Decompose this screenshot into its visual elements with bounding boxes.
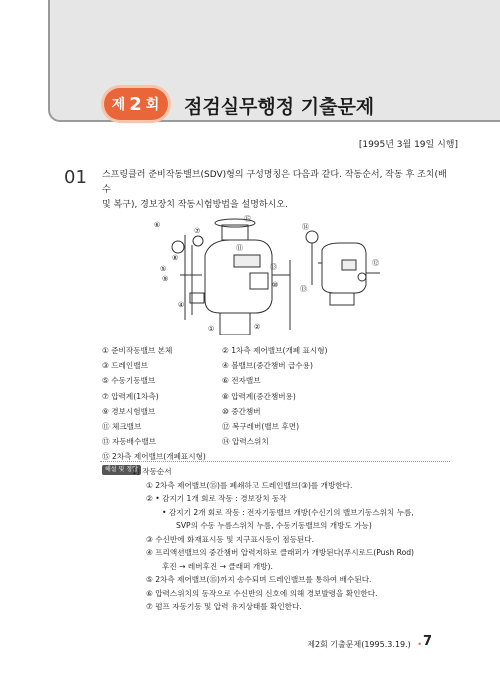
answer-divider	[100, 461, 450, 462]
answer-line: ⑤ 2차측 제어밸브(⑮)까지 송수되며 드레인밸브를 통하여 배수된다.	[146, 575, 372, 584]
fig-label-14: ⑭	[302, 223, 309, 231]
answer-line: 후진 → 레버후진 → 클래퍼 개방).	[162, 561, 273, 571]
question-line-1: 스프링클러 준비작동밸브(SDV)형의 구성명칭은 다음과 같다. 작동순서, 작동 후 조치(배수	[102, 170, 447, 195]
fig-label-13b: ⑬	[300, 285, 307, 293]
inlet-pipe	[220, 313, 250, 335]
gauge-primary	[172, 241, 184, 253]
fig-label-12: ⑫	[372, 259, 379, 267]
valve-diagram	[150, 215, 410, 335]
answer-line: ① 2차측 제어밸브(⑮)를 폐쇄하고 드레인밸브(③)를 개방한다.	[146, 480, 353, 490]
legend-item: ⑨ 경보시험밸브	[102, 406, 156, 416]
footer-running-title	[307, 639, 422, 650]
legend-item: ⑤ 수동기동밸브	[102, 376, 156, 386]
answer-line: ⑦ 펌프 자동기동 및 압력 유지상태를 확인한다.	[146, 602, 302, 611]
answer-line: • 감지기 2개 회로 작동 : 전자기동밸브 개방(수신기의 밸브기동스위치 누름,	[162, 507, 414, 517]
legend-item: ③ 드레인밸브	[102, 361, 148, 371]
fig-label-6: ⑥	[154, 221, 161, 229]
chapter-title: 점검실무행정 기출문제	[184, 96, 375, 118]
legend-item: ⑥ 전자밸브	[222, 376, 261, 386]
fig-label-8: ⑧	[172, 254, 179, 262]
question-number: 01	[64, 167, 87, 188]
round-prefix: 제	[111, 97, 127, 113]
fig-label-10: ⑩	[272, 281, 279, 289]
fig-label-15: ⑮	[244, 215, 251, 223]
solenoid-box	[250, 273, 268, 289]
answer-section	[132, 465, 462, 614]
legend-item: ⑧ 압력계(중간챔버용)	[222, 391, 296, 401]
answer-line: SVP의 수동 누름스위치 누름, 수동기동밸브의 개방도 가능)	[176, 521, 372, 530]
fig-label-1: ①	[208, 325, 215, 333]
pressure-switch-shape	[306, 231, 318, 243]
nameplate	[234, 255, 260, 267]
question-text	[102, 168, 454, 213]
legend-item: ① 준비작동밸브 본체	[102, 346, 173, 355]
round-badge	[104, 88, 168, 120]
footer-text: 제2회 기출문제(1995.3.19.)	[307, 640, 411, 649]
answer-heading: 1) 작동순서	[132, 467, 172, 476]
fig-label-9: ⑨	[162, 275, 169, 283]
answer-tag: 해설 및 정답	[102, 465, 141, 475]
legend-item: ⑬ 자동배수밸브	[102, 437, 157, 447]
legend-item: ⑪ 체크밸브	[102, 421, 142, 431]
answer-line: ③ 수신반에 화재표시등 및 지구표시등이 점등된다.	[146, 534, 314, 544]
legend-item: ⑫ 복구레버(밸브 후면)	[222, 421, 300, 431]
footer-bullet: •	[417, 640, 422, 649]
legend-item: ② 1차측 제어밸브(개폐 표시형)	[222, 346, 328, 355]
legend-item: ⑦ 압력계(1차측)	[102, 391, 159, 401]
legend-item: ⑮ 2차측 제어밸브(개폐표시형)	[102, 452, 206, 462]
legend-item: ④ 볼밸브(중간챔버 급수용)	[222, 361, 313, 371]
fig-label-2: ②	[254, 323, 261, 331]
side-inlet	[330, 293, 354, 305]
fig-label-11: ⑪	[236, 244, 243, 252]
answer-line: ② • 감지기 1개 회로 작동 : 경보장치 동작	[146, 494, 287, 503]
answer-line: ④ 프리액션밸브의 중간챔버 압력저하로 클래퍼가 개방된다(푸시로드(Push Rod)	[146, 548, 414, 557]
round-suffix: 회	[145, 97, 161, 113]
component-legend	[102, 345, 442, 462]
fig-label-4: ④	[178, 301, 185, 309]
gauge-chamber	[193, 236, 203, 246]
fig-label-7: ⑦	[194, 227, 201, 235]
page-number: 7	[422, 634, 432, 649]
answer-line: ⑥ 압력스위치의 동작으로 수신반의 신호에 의해 경보발령을 확인한다.	[146, 588, 378, 598]
legend-item: ⑭ 압력스위치	[222, 437, 269, 447]
round-number: 2	[129, 93, 143, 115]
legend-item: ⑩ 중간챔버	[222, 406, 261, 416]
fig-label-5: ⑤	[160, 265, 167, 273]
fig-label-13: ⑬	[270, 263, 277, 271]
question-line-2: 및 복구), 경보장치 작동시험방법을 설명하시오.	[102, 200, 288, 210]
exam-date: [1995년 3월 19일 시행]	[358, 140, 458, 150]
